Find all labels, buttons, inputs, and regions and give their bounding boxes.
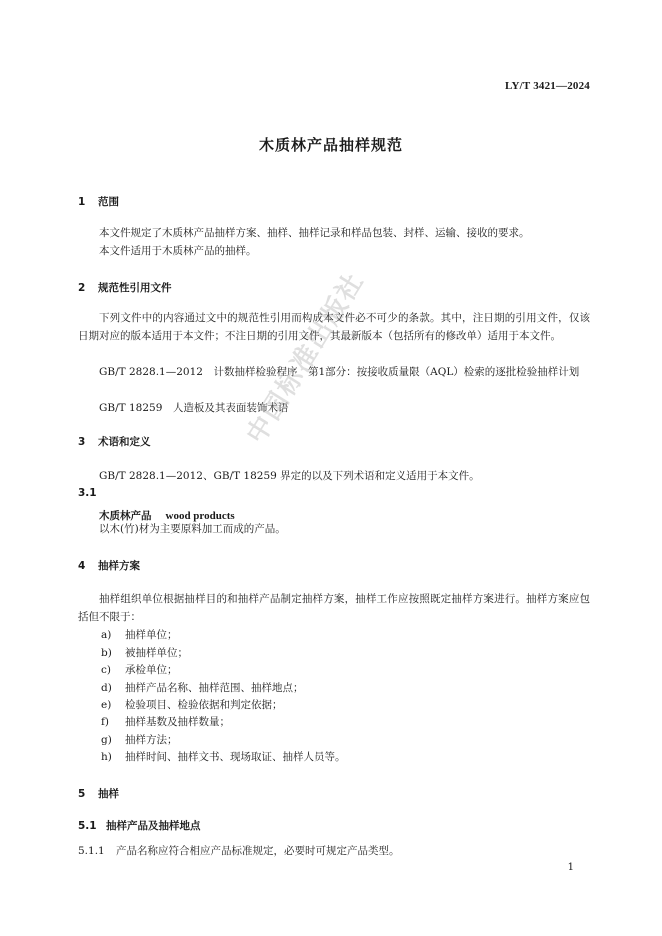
section-4-intro: 抽样组织单位根据抽样目的和抽样产品制定抽样方案，抽样工作应按照既定抽样方案进行。抽样方案应包括但不限于： (78, 593, 590, 623)
section-2-intro: 下列文件中的内容通过文中的规范性引用而构成本文件必不可少的条款。其中，注日期的引用文件，仅该日期对应的版本适用于本文件；不注日期的引用文件，其最新版本（包括所有的修改单）适用于本文件。 (78, 312, 590, 342)
list-item (101, 627, 178, 642)
subsection-5-1-heading (78, 818, 201, 833)
term-chinese: 木质林产品 (99, 510, 152, 522)
section-number: 4 (78, 560, 86, 572)
subsection-title: 抽样产品及抽样地点 (106, 820, 201, 832)
list-text: 抽样时间、抽样文书、现场取证、抽样人员等。 (125, 751, 346, 763)
list-text: 抽样单位； (125, 629, 178, 641)
list-label: b) (101, 647, 112, 659)
list-text: 检验项目、检验依据和判定依据； (125, 699, 283, 711)
normative-reference-2: GB/T 18259 人造板及其表面装饰术语 (99, 402, 289, 414)
subsection-number: 5.1 (78, 820, 97, 832)
page-number: 1 (567, 862, 574, 873)
term-number: 3.1 (78, 487, 97, 499)
section-title: 范围 (98, 196, 119, 208)
section-1-paragraph-1: 本文件规定了木质林产品抽样方案、抽样、抽样记录和样品包装、封样、运输、接收的要求。 (99, 227, 530, 239)
section-3-heading (78, 434, 151, 449)
clause-number: 5.1.1 (78, 845, 105, 857)
list-item (101, 645, 188, 660)
list-label: e) (101, 699, 112, 711)
section-number: 3 (78, 436, 86, 448)
list-item (101, 662, 178, 677)
document-title: 木质林产品抽样规范 (258, 136, 403, 154)
list-label: f) (101, 716, 109, 728)
section-5-heading (78, 786, 119, 801)
section-3-intro: GB/T 2828.1—2012、GB/T 18259 界定的以及下列术语和定义适用于本文件。 (99, 470, 480, 482)
list-text: 抽样基数及抽样数量； (125, 716, 230, 728)
section-title: 规范性引用文件 (98, 282, 172, 294)
list-text: 抽样方法； (125, 734, 178, 746)
section-number: 2 (78, 282, 86, 294)
section-number: 1 (78, 196, 86, 208)
list-item (101, 749, 346, 764)
section-title: 抽样方案 (98, 560, 140, 572)
section-2-heading (78, 280, 172, 295)
section-number: 5 (78, 788, 86, 800)
section-1-heading (78, 194, 119, 209)
list-label: g) (101, 734, 112, 746)
list-label: h) (101, 751, 112, 763)
section-4-heading (78, 558, 140, 573)
list-item (101, 680, 304, 695)
list-item (101, 732, 178, 747)
list-label: a) (101, 629, 112, 641)
term-definition: 以木(竹)材为主要原料加工而成的产品。 (99, 523, 286, 535)
list-item (101, 714, 230, 729)
section-1-paragraph-2: 本文件适用于木质林产品的抽样。 (99, 245, 257, 257)
list-text: 被抽样单位； (125, 647, 188, 659)
section-title: 抽样 (98, 788, 119, 800)
list-label: d) (101, 682, 112, 694)
list-label: c) (101, 664, 111, 676)
section-title: 术语和定义 (98, 436, 151, 448)
normative-reference-1: GB/T 2828.1—2012 计数抽样检验程序 第1部分：按接收质量限（AQL）检索的逐批检验抽样计划 (99, 366, 580, 378)
term-english: wood products (165, 510, 235, 522)
standard-code: LY/T 3421—2024 (504, 80, 590, 92)
clause-5-1-1 (78, 842, 400, 860)
list-text: 抽样产品名称、抽样范围、抽样地点； (125, 682, 304, 694)
clause-text: 产品名称应符合相应产品标准规定，必要时可规定产品类型。 (116, 845, 400, 857)
publisher-watermark: 中国标准出版社 (241, 266, 371, 450)
list-item (101, 697, 283, 712)
list-text: 承检单位； (125, 664, 178, 676)
